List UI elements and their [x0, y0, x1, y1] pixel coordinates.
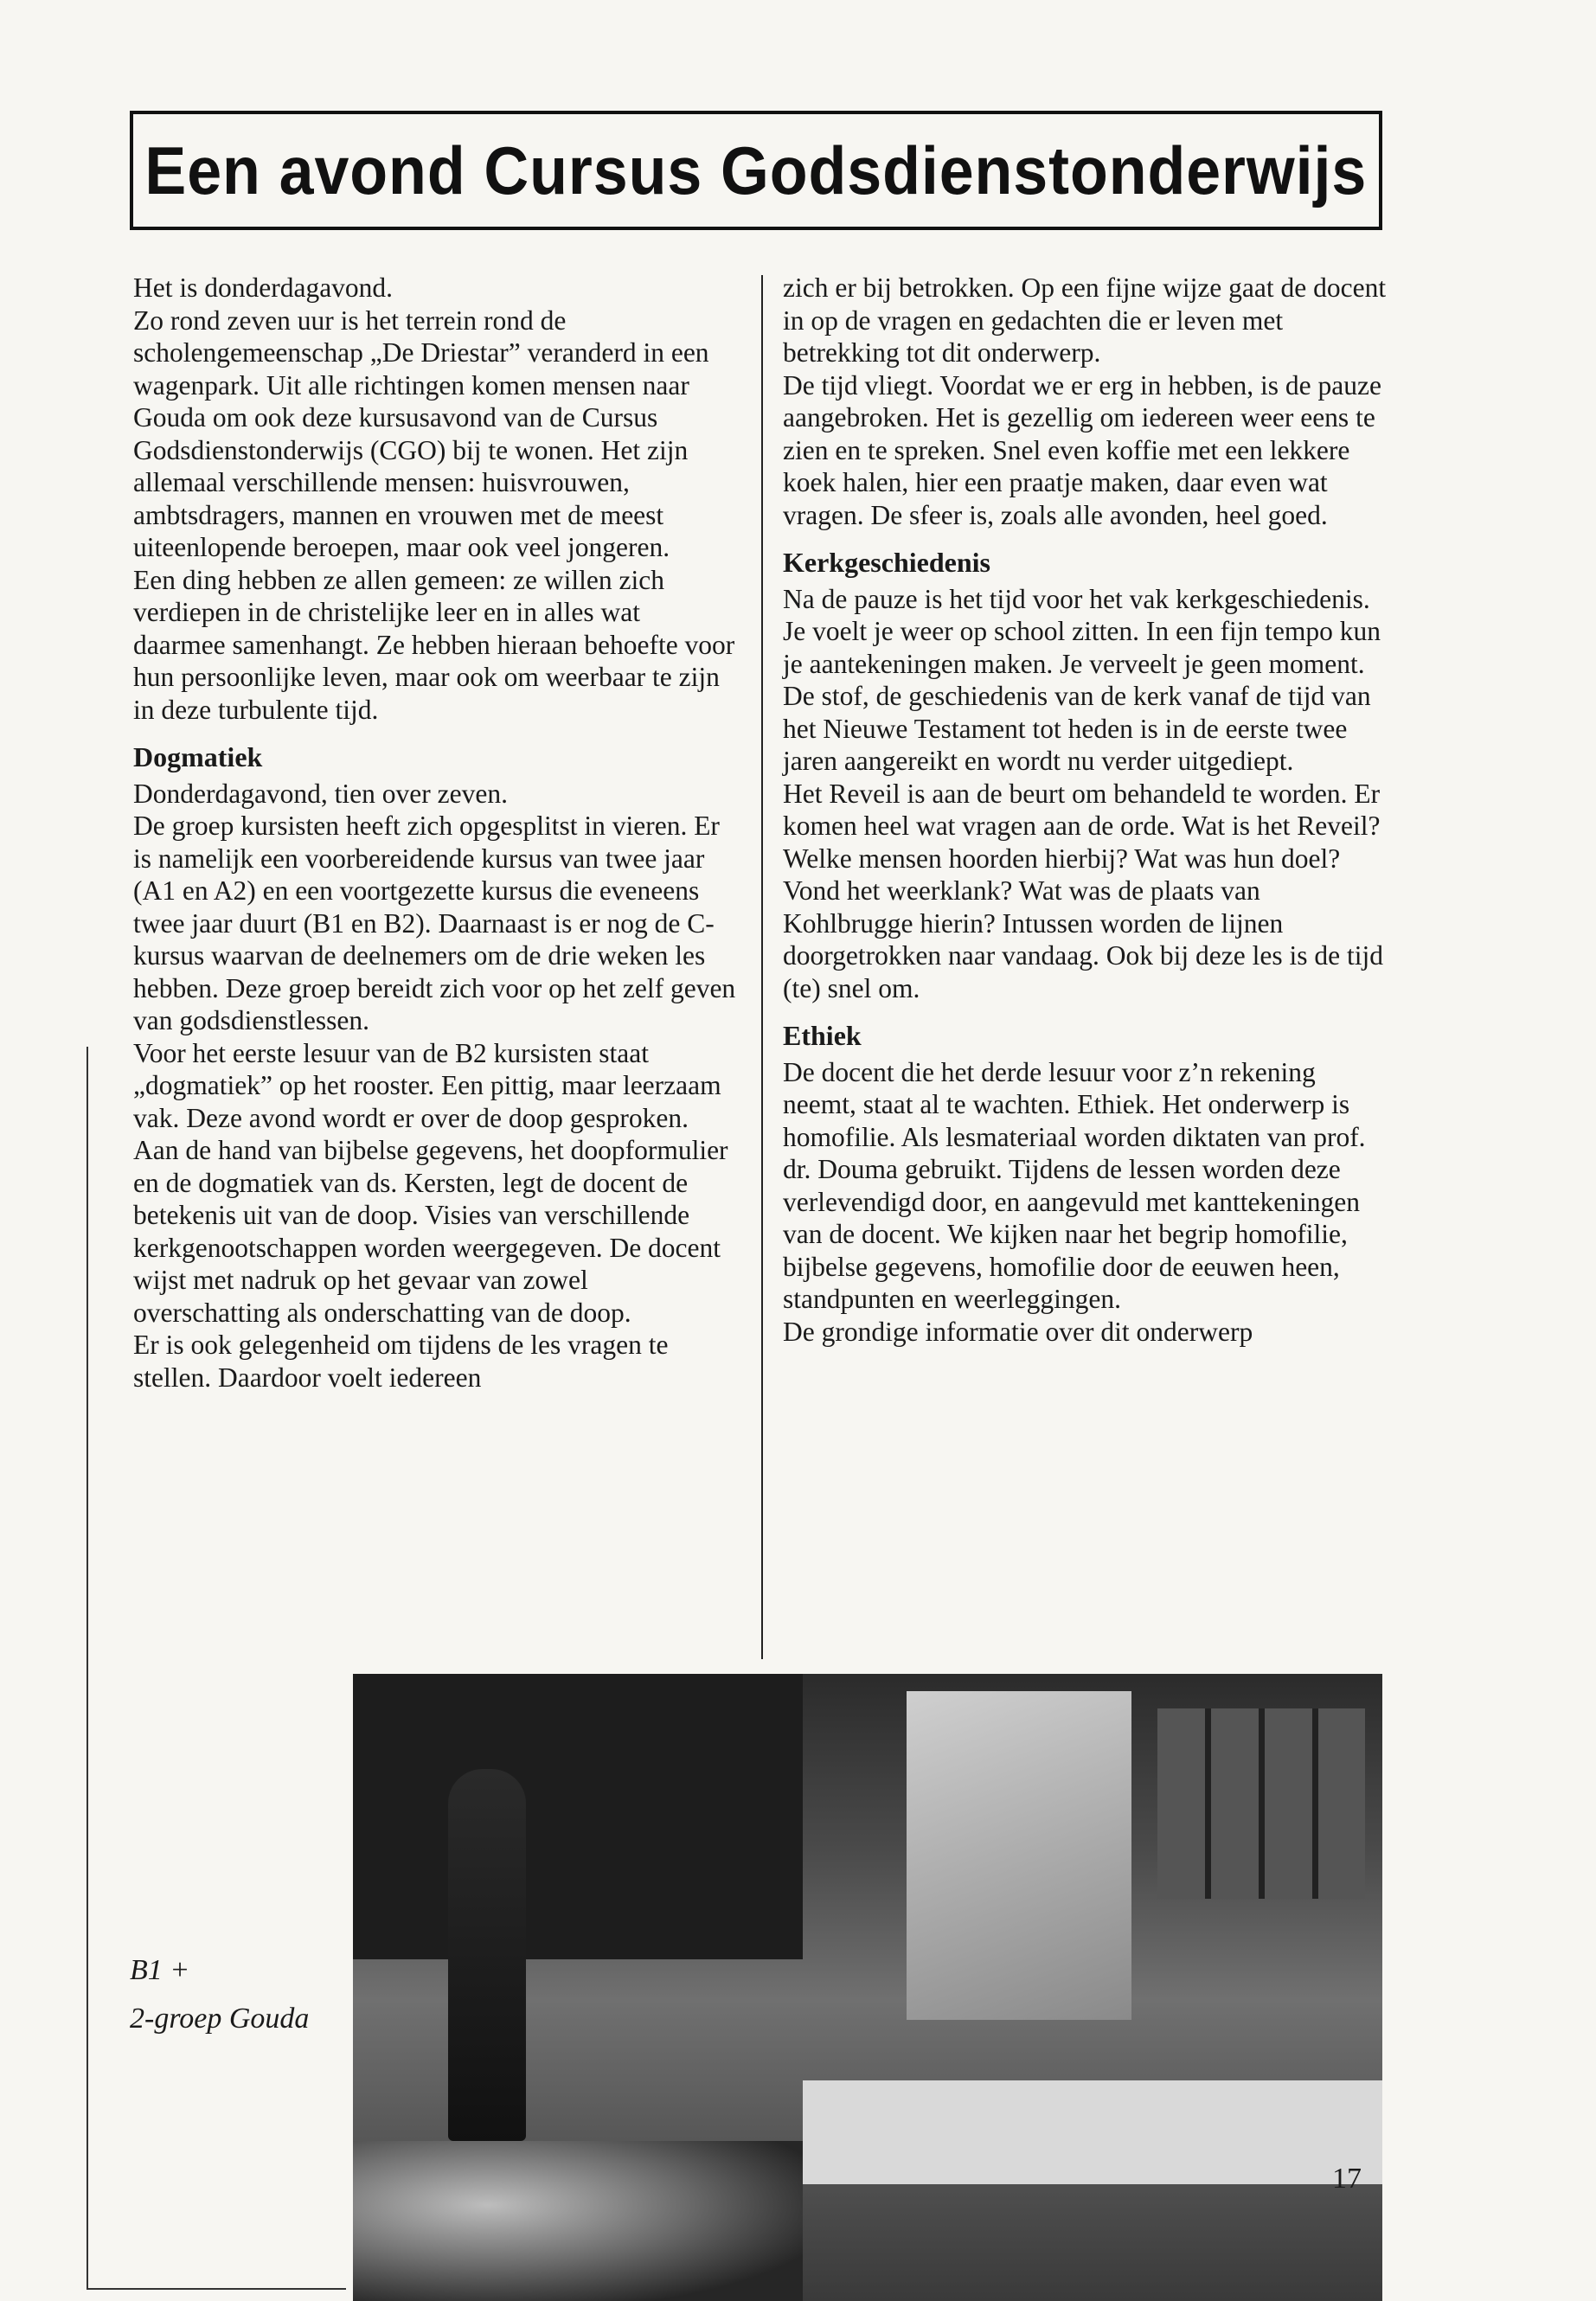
- wall-frames: [1157, 1708, 1365, 1899]
- section-heading-kerkgeschiedenis: Kerkgeschiedenis: [783, 547, 990, 578]
- title-box: [130, 111, 1382, 230]
- blackboard: [353, 1674, 803, 1959]
- paragraph: Donderdagavond, tien over zeven.: [133, 778, 508, 809]
- caption-line: 2-groep Gouda: [130, 2003, 310, 2035]
- right-column: [783, 272, 1388, 1348]
- section-heading-ethiek: Ethiek: [783, 1020, 862, 1051]
- paragraph: Na de pauze is het tijd voor het vak kerkgeschiedenis. Je voelt je weer op school zitten. In een fijn tempo kun je aantekeningen maken. Je verveelt je geen moment. De stof, de geschiedenis van de kerk vanaf de tijd van het Nieuwe Testament tot heden is in de eerste twee jaren aangereikt en wordt nu verder uitgediept.: [783, 583, 1381, 776]
- paragraph: De tijd vliegt. Voordat we er erg in hebben, is de pauze aangebroken. Het is gezellig om iedereen weer eens te zien en te spreken. Snel even koffie met een lekkere koek halen, hier een praatje maken, daar even wat vragen. De sfeer is, zoals alle avonden, heel goed.: [783, 369, 1381, 530]
- bottom-rule: [87, 2288, 346, 2290]
- margin-rule: [87, 1047, 88, 2288]
- wall-map: [907, 1691, 1131, 2020]
- paragraph: Zo rond zeven uur is het terrein rond de scholengemeenschap „De Driestar” veranderd in een wagenpark. Uit alle richtingen komen mensen naar Gouda om ook deze kursusavond van de Cursus Godsdienstonderwijs (CGO) bij te wonen. Het zijn allemaal verschillende mensen: huisvrouwen, ambtsdragers, mannen en vrouwen met de meest uiteenlopende beroepen, maar ook veel jongeren.: [133, 304, 709, 562]
- caption-line: B1 +: [130, 1954, 190, 1986]
- teacher-figure: [448, 1769, 526, 2141]
- classroom-photo: [353, 1674, 1382, 2301]
- left-column: [133, 272, 739, 1394]
- section-heading-dogmatiek: Dogmatiek: [133, 741, 263, 772]
- table-with-students: [803, 2080, 1382, 2184]
- photo-caption: [130, 1946, 309, 2043]
- paragraph: zich er bij betrokken. Op een fijne wijze gaat de docent in op de vragen en gedachten die er leven met betrekking tot dit onderwerp.: [783, 272, 1387, 368]
- paragraph: Voor het eerste lesuur van de B2 kursisten staat „dogmatiek” op het rooster. Een pittig, maar leerzaam vak. Deze avond wordt er over de doop gesproken. Aan de hand van bijbelse gegevens, het doopformulier en de dogmatiek van ds. Kersten, legt de docent de betekenis uit van de doop. Visies van verschillende kerkgenootschappen worden weergegeven. De docent wijst met nadruk op het gevaar van zowel overschatting als onderschatting van de doop.: [133, 1037, 728, 1328]
- paragraph: Het Reveil is aan de beurt om behandeld te worden. Er komen heel wat vragen aan de orde. Wat is het Reveil? Welke mensen hoorden hierbij? Wat was hun doel? Vond het weerklank? Wat was de plaats van Kohlbrugge hierin? Intussen worden de lijnen doorgetrokken naar vandaag. Ook bij deze les is de tijd (te) snel om.: [783, 778, 1383, 1003]
- article-title: Een avond Cursus Godsdienstonderwijs: [144, 131, 1368, 208]
- paragraph: De grondige informatie over dit onderwerp: [783, 1316, 1253, 1347]
- paragraph: De docent die het derde lesuur voor z’n rekening neemt, staat al te wachten. Ethiek. Het onderwerp is homofilie. Als lesmateriaal worden diktaten van prof. dr. Douma gebruikt. Tijdens de lessen worden deze verlevendigd door, en aangevuld met kanttekeningen van de docent. We kijken naar het begrip homofilie, bijbelse gegevens, homofilie door de eeuwen heen, standpunten en weerleggingen.: [783, 1056, 1366, 1314]
- students-foreground: [353, 2141, 803, 2301]
- paragraph: Het is donderdagavond.: [133, 272, 394, 303]
- paragraph: Een ding hebben ze allen gemeen: ze willen zich verdiepen in de christelijke leer en in alles wat daarmee samenhangt. Ze hebben hieraan behoefte voor hun persoonlijke leven, maar ook om weerbaar te zijn in deze turbulente tijd.: [133, 564, 735, 725]
- column-divider: [761, 275, 763, 1659]
- paragraph: Er is ook gelegenheid om tijdens de les vragen te stellen. Daardoor voelt iedereen: [133, 1330, 669, 1393]
- page-number: 17: [1332, 2163, 1362, 2195]
- paragraph: De groep kursisten heeft zich opgesplitst in vieren. Er is namelijk een voorbereidende kursus van twee jaar (A1 en A2) en een voortgezette kursus die eveneens twee jaar duurt (B1 en B2). Daarnaast is er nog de C-kursus waarvan de deelnemers om de drie weken les hebben. Deze groep bereidt zich voor op het zelf geven van godsdienstlessen.: [133, 811, 736, 1035]
